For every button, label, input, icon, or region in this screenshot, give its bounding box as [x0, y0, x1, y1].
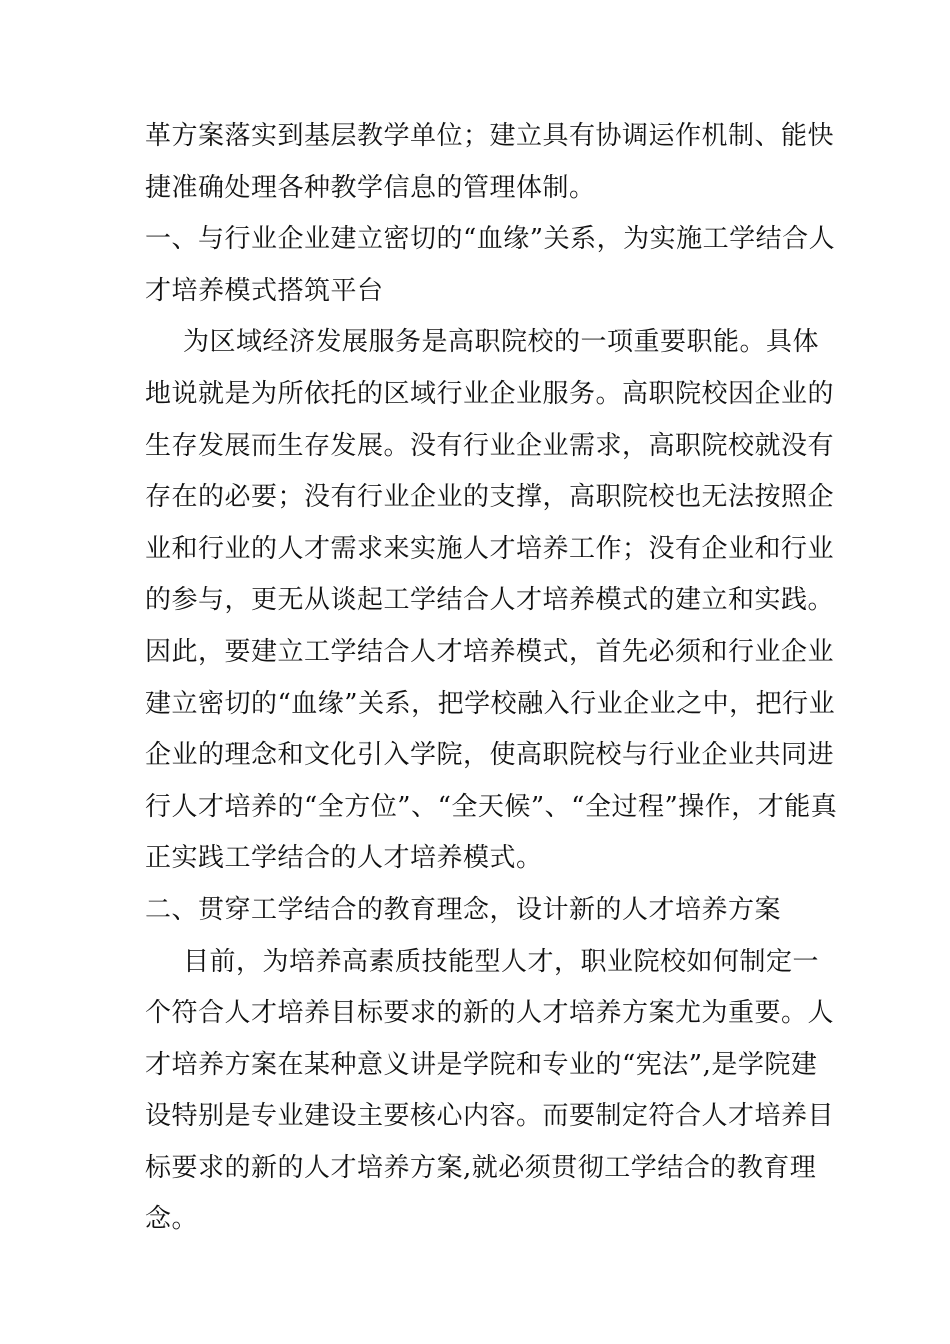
paragraph-line: 革方案落实到基层教学单位；建立具有协调运作机制、能快 — [145, 121, 835, 151]
paragraph-line: 正实践工学结合的人才培养模式。 — [145, 843, 543, 874]
paragraph-line: 存在的必要；没有行业企业的支撑，高职院校也无法按照企 — [145, 482, 835, 513]
paragraph-line: 标要求的新的人才培养方案,就必须贯彻工学结合的教育理 — [145, 1152, 817, 1183]
paragraph-line: 建立密切的“血缘”关系，把学校融入行业企业之中，把行业 — [145, 688, 836, 719]
paragraph-line: 因此，要建立工学结合人才培养模式，首先必须和行业企业 — [145, 636, 835, 667]
section-heading-1-cont: 才培养模式搭筑平台 — [145, 275, 384, 306]
paragraph-line: 设特别是专业建设主要核心内容。而要制定符合人才培养目 — [145, 1101, 835, 1132]
paragraph-line: 地说就是为所依托的区域行业企业服务。高职院校因企业的 — [145, 378, 835, 409]
paragraph-line: 生存发展而生存发展。没有行业企业需求，高职院校就没有 — [145, 430, 835, 461]
section-heading-1: 一、与行业企业建立密切的“血缘”关系，为实施工学结合人 — [145, 224, 836, 255]
paragraph-line: 个符合人才培养目标要求的新的人才培养方案尤为重要。人 — [145, 998, 835, 1029]
paragraph-line: 企业的理念和文化引入学院，使高职院校与行业企业共同进 — [145, 740, 835, 771]
paragraph-line: 为区域经济发展服务是高职院校的一项重要职能。具体 — [183, 327, 820, 358]
paragraph-line: 行人才培养的“全方位”、“全天候”、“全过程”操作，才能真 — [145, 791, 838, 822]
paragraph-line: 业和行业的人才需求来实施人才培养工作；没有企业和行业 — [145, 533, 835, 564]
document-body — [145, 111, 838, 1246]
paragraph-line: 捷准确处理各种教学信息的管理体制。 — [145, 172, 596, 203]
paragraph-line: 目前，为培养高素质技能型人才，职业院校如何制定一 — [183, 946, 820, 977]
paragraph-line: 才培养方案在某种意义讲是学院和专业的“宪法”,是学院建 — [145, 1049, 818, 1080]
paragraph-line: 的参与，更无从谈起工学结合人才培养模式的建立和实践。 — [145, 585, 835, 616]
paragraph-line: 念。 — [145, 1204, 199, 1235]
section-heading-2: 二、贯穿工学结合的教育理念，设计新的人才培养方案 — [145, 894, 782, 925]
